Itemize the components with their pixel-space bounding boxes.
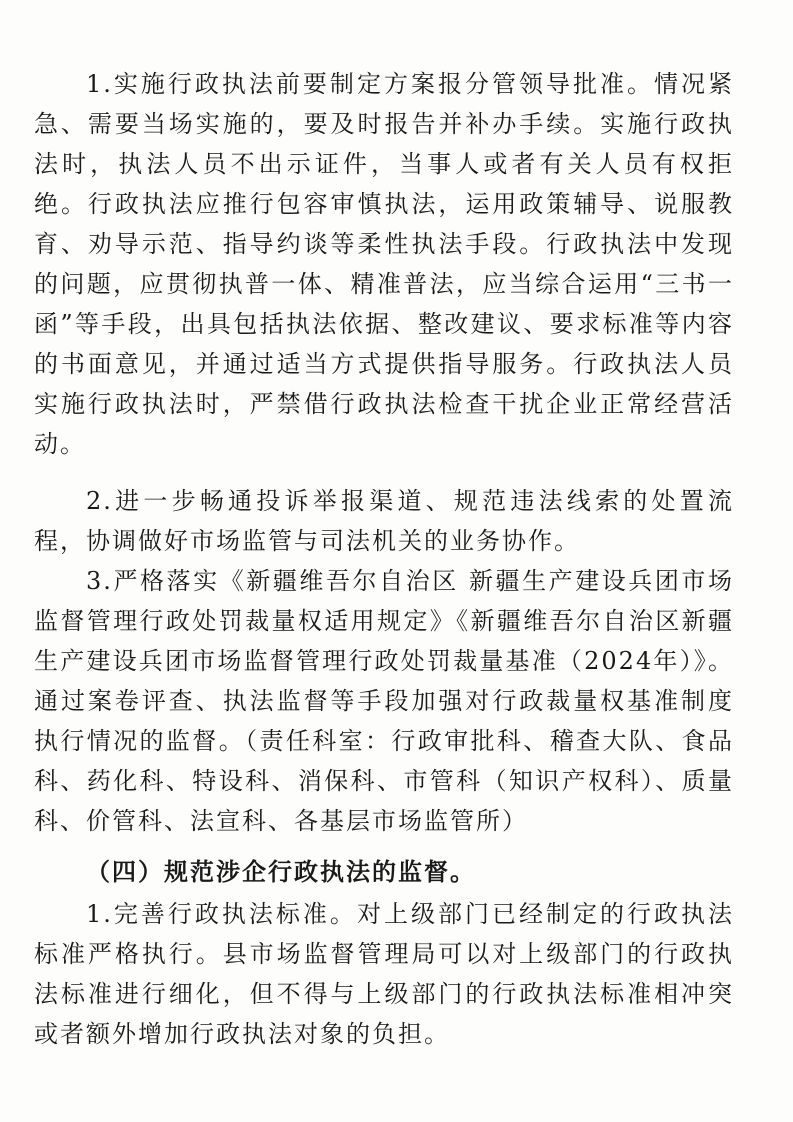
paragraph-discretion-standards: 3.严格落实《新疆维吾尔自治区 新疆生产建设兵团市场监督管理行政处罚裁量权适用规定》《新疆维吾尔自治区新疆生产建设兵团市场监督管理行政处罚裁量基准（2024年）》。通过案卷评查、执法监督等手段加强对行政裁量权基准制度执行情况的监督。（责任科室：行政审批科、稽查大队、食品科、药化科、特设科、消保科、市管科（知识产权科）、质量科、价管科、法宣科、各基层市场监管所） [34,567,734,835]
paragraph-enforcement-standards: 1.完善行政执法标准。对上级部门已经制定的行政执法标准严格执行。县市场监督管理局可以对上级部门的行政执法标准进行细化，但不得与上级部门的行政执法标准相冲突或者额外增加行政执法对象的负担。 [34,900,734,1048]
section-heading: （四）规范涉企行政执法的监督。 [86,857,476,886]
paragraph-complaint-channels: 2.进一步畅通投诉举报渠道、规范违法线索的处置流程，协调做好市场监管与司法机关的业务协作。 [34,487,734,555]
paragraph-enforcement-procedure: 1.实施行政执法前要制定方案报分管领导批准。情况紧急、需要当场实施的，要及时报告并补办手续。实施行政执法时，执法人员不出示证件，当事人或者有关人员有权拒绝。行政执法应推行包容审慎执法，运用政策辅导、说服教育、劝导示范、指导约谈等柔性执法手段。行政执法中发现的问题，应贯彻执普一体、精准普法，应当综合运用“三书一函”等手段，出具包括执法依据、整改建议、要求标准等内容的书面意见，并通过适当方式提供指导服务。行政执法人员实施行政执法时，严禁借行政执法检查干扰企业正常经营活动。 [34,70,734,458]
